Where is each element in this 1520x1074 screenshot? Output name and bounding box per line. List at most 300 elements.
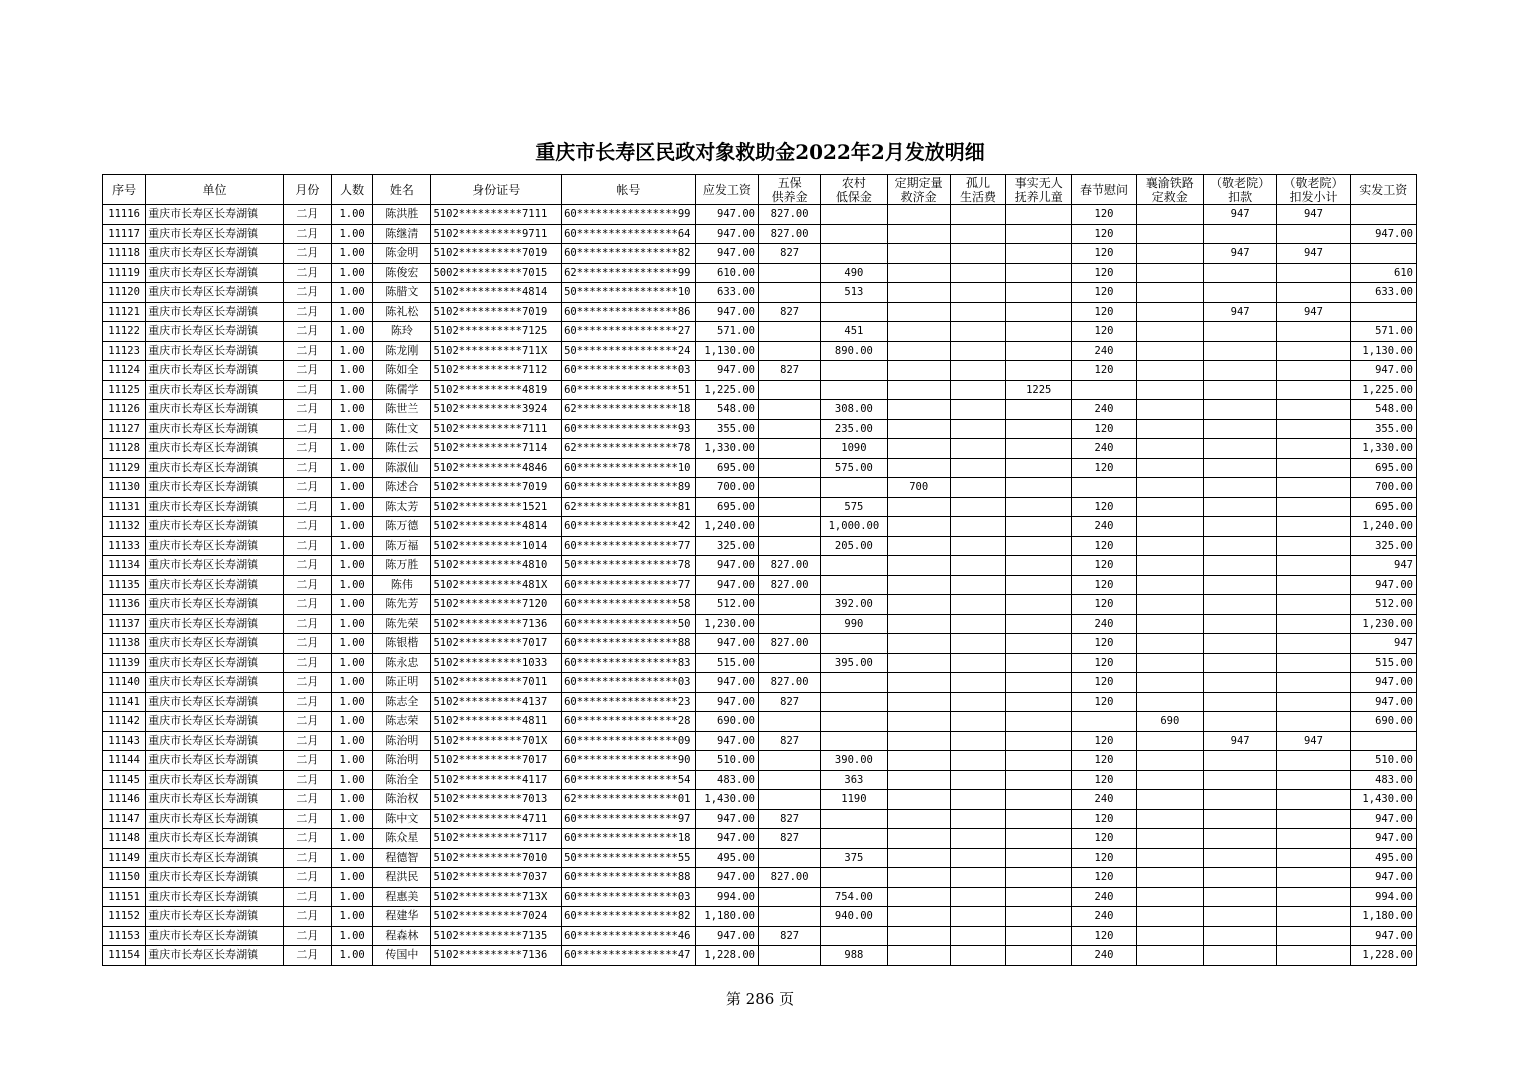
cell-orphan-living	[950, 244, 1005, 264]
cell-five-guarantee	[758, 380, 820, 400]
relief-fund-table	[102, 174, 1417, 966]
header-line: 扣发小计	[1289, 189, 1338, 204]
cell-de-facto-orphan	[1006, 361, 1072, 381]
table-row	[103, 205, 1417, 225]
cell-gross-pay: 325.00	[695, 536, 758, 556]
table-row	[103, 614, 1417, 634]
cell-account: 60****************09	[562, 731, 696, 751]
cell-xiangyu-railway	[1136, 361, 1203, 381]
cell-nursing-home-deduction	[1203, 848, 1276, 868]
cell-unit: 重庆市长寿区长寿湖镇	[146, 419, 284, 439]
cell-rural-subsidy: 754.00	[821, 887, 887, 907]
cell-nursing-home-deduction	[1203, 673, 1276, 693]
cell-name: 陈治全	[373, 770, 431, 790]
cell-seq: 11138	[103, 634, 146, 654]
cell-five-guarantee	[758, 497, 820, 517]
cell-five-guarantee	[758, 595, 820, 615]
table-row	[103, 400, 1417, 420]
cell-seq: 11135	[103, 575, 146, 595]
cell-account: 50****************78	[562, 556, 696, 576]
cell-nursing-home-subtotal	[1277, 770, 1350, 790]
cell-orphan-living	[950, 575, 1005, 595]
cell-gross-pay: 483.00	[695, 770, 758, 790]
table-row	[103, 244, 1417, 264]
cell-count: 1.00	[332, 712, 373, 732]
cell-name: 陈伟	[373, 575, 431, 595]
header-line: （敬老院）	[1283, 175, 1344, 190]
cell-net-pay: 947	[1350, 634, 1416, 654]
cell-fixed-relief	[887, 575, 950, 595]
cell-rural-subsidy	[821, 829, 887, 849]
cell-unit: 重庆市长寿区长寿湖镇	[146, 283, 284, 303]
cell-fixed-relief	[887, 634, 950, 654]
cell-fixed-relief	[887, 517, 950, 537]
table-row	[103, 497, 1417, 517]
table-row	[103, 770, 1417, 790]
cell-account: 50****************24	[562, 341, 696, 361]
cell-unit: 重庆市长寿区长寿湖镇	[146, 400, 284, 420]
cell-spring-festival: 120	[1072, 497, 1136, 517]
cell-spring-festival: 120	[1072, 731, 1136, 751]
cell-xiangyu-railway	[1136, 497, 1203, 517]
cell-fixed-relief	[887, 263, 950, 283]
table-row	[103, 478, 1417, 498]
cell-orphan-living	[950, 283, 1005, 303]
cell-xiangyu-railway	[1136, 731, 1203, 751]
cell-month: 二月	[283, 946, 331, 966]
cell-orphan-living	[950, 770, 1005, 790]
header-gross-pay	[695, 175, 758, 205]
cell-id-number: 5102**********7019	[431, 244, 562, 264]
cell-unit: 重庆市长寿区长寿湖镇	[146, 322, 284, 342]
cell-rural-subsidy: 451	[821, 322, 887, 342]
cell-rural-subsidy	[821, 244, 887, 264]
cell-gross-pay: 510.00	[695, 751, 758, 771]
cell-xiangyu-railway	[1136, 926, 1203, 946]
cell-fixed-relief	[887, 692, 950, 712]
cell-id-number: 5102**********7136	[431, 946, 562, 966]
cell-month: 二月	[283, 458, 331, 478]
cell-orphan-living	[950, 673, 1005, 693]
cell-month: 二月	[283, 205, 331, 225]
cell-rural-subsidy: 940.00	[821, 907, 887, 927]
cell-net-pay: 510.00	[1350, 751, 1416, 771]
cell-gross-pay: 355.00	[695, 419, 758, 439]
cell-spring-festival: 240	[1072, 790, 1136, 810]
cell-month: 二月	[283, 731, 331, 751]
cell-unit: 重庆市长寿区长寿湖镇	[146, 751, 284, 771]
cell-account: 60****************10	[562, 458, 696, 478]
cell-seq: 11133	[103, 536, 146, 556]
cell-id-number: 5102**********4819	[431, 380, 562, 400]
cell-net-pay: 700.00	[1350, 478, 1416, 498]
table-row	[103, 634, 1417, 654]
cell-month: 二月	[283, 361, 331, 381]
header-line: 春节慰问	[1080, 182, 1129, 197]
cell-spring-festival: 240	[1072, 614, 1136, 634]
header-line: 五保	[777, 175, 802, 190]
cell-five-guarantee: 827	[758, 809, 820, 829]
cell-seq: 11140	[103, 673, 146, 693]
cell-nursing-home-deduction	[1203, 809, 1276, 829]
cell-count: 1.00	[332, 302, 373, 322]
cell-fixed-relief	[887, 829, 950, 849]
cell-seq: 11145	[103, 770, 146, 790]
cell-fixed-relief	[887, 614, 950, 634]
cell-de-facto-orphan	[1006, 575, 1072, 595]
cell-gross-pay: 1,330.00	[695, 439, 758, 459]
cell-rural-subsidy: 890.00	[821, 341, 887, 361]
cell-spring-festival: 120	[1072, 751, 1136, 771]
cell-gross-pay: 495.00	[695, 848, 758, 868]
cell-spring-festival: 120	[1072, 361, 1136, 381]
table-row	[103, 283, 1417, 303]
cell-de-facto-orphan	[1006, 887, 1072, 907]
cell-spring-festival: 120	[1072, 770, 1136, 790]
cell-account: 60****************77	[562, 536, 696, 556]
cell-de-facto-orphan	[1006, 926, 1072, 946]
cell-rural-subsidy: 363	[821, 770, 887, 790]
cell-net-pay: 947.00	[1350, 829, 1416, 849]
cell-nursing-home-deduction	[1203, 497, 1276, 517]
cell-gross-pay: 571.00	[695, 322, 758, 342]
cell-id-number: 5102**********4137	[431, 692, 562, 712]
cell-unit: 重庆市长寿区长寿湖镇	[146, 848, 284, 868]
cell-net-pay: 994.00	[1350, 887, 1416, 907]
cell-name: 陈太芳	[373, 497, 431, 517]
cell-seq: 11147	[103, 809, 146, 829]
cell-five-guarantee	[758, 790, 820, 810]
cell-spring-festival: 120	[1072, 205, 1136, 225]
cell-rural-subsidy: 235.00	[821, 419, 887, 439]
cell-id-number: 5102**********7117	[431, 829, 562, 849]
cell-nursing-home-subtotal	[1277, 361, 1350, 381]
header-line: 扣款	[1228, 189, 1253, 204]
cell-month: 二月	[283, 653, 331, 673]
cell-nursing-home-subtotal: 947	[1277, 731, 1350, 751]
cell-nursing-home-deduction: 947	[1203, 205, 1276, 225]
cell-seq: 11130	[103, 478, 146, 498]
header-name	[373, 175, 431, 205]
cell-gross-pay: 695.00	[695, 458, 758, 478]
header-line: 定救金	[1151, 189, 1188, 204]
cell-fixed-relief	[887, 322, 950, 342]
table-row	[103, 653, 1417, 673]
cell-seq: 11127	[103, 419, 146, 439]
cell-month: 二月	[283, 439, 331, 459]
cell-net-pay: 512.00	[1350, 595, 1416, 615]
cell-fixed-relief	[887, 868, 950, 888]
cell-rural-subsidy	[821, 731, 887, 751]
cell-fixed-relief	[887, 341, 950, 361]
cell-orphan-living	[950, 692, 1005, 712]
cell-name: 陈玲	[373, 322, 431, 342]
cell-unit: 重庆市长寿区长寿湖镇	[146, 478, 284, 498]
cell-fixed-relief	[887, 244, 950, 264]
cell-fixed-relief	[887, 790, 950, 810]
cell-nursing-home-deduction	[1203, 439, 1276, 459]
cell-id-number: 5102**********711X	[431, 341, 562, 361]
cell-net-pay: 695.00	[1350, 497, 1416, 517]
cell-orphan-living	[950, 263, 1005, 283]
cell-orphan-living	[950, 419, 1005, 439]
header-line: 应发工资	[702, 182, 751, 197]
cell-net-pay: 1,330.00	[1350, 439, 1416, 459]
cell-nursing-home-deduction	[1203, 653, 1276, 673]
cell-account: 60****************64	[562, 224, 696, 244]
header-net-pay	[1350, 175, 1416, 205]
cell-id-number: 5102**********4711	[431, 809, 562, 829]
cell-de-facto-orphan	[1006, 614, 1072, 634]
cell-five-guarantee: 827	[758, 361, 820, 381]
cell-gross-pay: 548.00	[695, 400, 758, 420]
cell-unit: 重庆市长寿区长寿湖镇	[146, 653, 284, 673]
cell-nursing-home-deduction	[1203, 575, 1276, 595]
cell-rural-subsidy: 392.00	[821, 595, 887, 615]
cell-rural-subsidy: 1,000.00	[821, 517, 887, 537]
cell-unit: 重庆市长寿区长寿湖镇	[146, 595, 284, 615]
cell-unit: 重庆市长寿区长寿湖镇	[146, 673, 284, 693]
cell-nursing-home-subtotal	[1277, 497, 1350, 517]
cell-nursing-home-subtotal	[1277, 848, 1350, 868]
cell-count: 1.00	[332, 361, 373, 381]
document-title: 重庆市长寿区民政对象救助金2022年2月发放明细	[535, 140, 985, 164]
cell-fixed-relief	[887, 751, 950, 771]
header-unit	[146, 175, 284, 205]
header-line: 事实无人	[1014, 175, 1063, 190]
cell-spring-festival: 120	[1072, 302, 1136, 322]
cell-five-guarantee: 827.00	[758, 634, 820, 654]
cell-spring-festival: 120	[1072, 536, 1136, 556]
cell-de-facto-orphan	[1006, 322, 1072, 342]
cell-seq: 11146	[103, 790, 146, 810]
cell-five-guarantee	[758, 536, 820, 556]
cell-seq: 11136	[103, 595, 146, 615]
cell-id-number: 5102**********4814	[431, 517, 562, 537]
table-row	[103, 692, 1417, 712]
cell-month: 二月	[283, 224, 331, 244]
cell-id-number: 5102**********3924	[431, 400, 562, 420]
cell-fixed-relief	[887, 497, 950, 517]
cell-seq: 11126	[103, 400, 146, 420]
cell-net-pay: 1,225.00	[1350, 380, 1416, 400]
cell-five-guarantee: 827	[758, 926, 820, 946]
cell-rural-subsidy	[821, 926, 887, 946]
cell-account: 60****************90	[562, 751, 696, 771]
table-row	[103, 595, 1417, 615]
cell-nursing-home-deduction: 947	[1203, 731, 1276, 751]
table-row	[103, 868, 1417, 888]
cell-seq: 11117	[103, 224, 146, 244]
cell-count: 1.00	[332, 692, 373, 712]
cell-id-number: 5102**********1014	[431, 536, 562, 556]
cell-count: 1.00	[332, 907, 373, 927]
cell-nursing-home-subtotal	[1277, 595, 1350, 615]
cell-orphan-living	[950, 848, 1005, 868]
cell-account: 60****************89	[562, 478, 696, 498]
cell-nursing-home-deduction	[1203, 361, 1276, 381]
cell-unit: 重庆市长寿区长寿湖镇	[146, 458, 284, 478]
cell-nursing-home-subtotal	[1277, 419, 1350, 439]
cell-unit: 重庆市长寿区长寿湖镇	[146, 439, 284, 459]
cell-count: 1.00	[332, 380, 373, 400]
cell-orphan-living	[950, 478, 1005, 498]
cell-nursing-home-subtotal	[1277, 634, 1350, 654]
cell-de-facto-orphan: 1225	[1006, 380, 1072, 400]
cell-count: 1.00	[332, 205, 373, 225]
cell-de-facto-orphan	[1006, 439, 1072, 459]
cell-seq: 11129	[103, 458, 146, 478]
cell-fixed-relief	[887, 848, 950, 868]
cell-orphan-living	[950, 536, 1005, 556]
cell-rural-subsidy: 375	[821, 848, 887, 868]
cell-fixed-relief	[887, 283, 950, 303]
cell-seq: 11141	[103, 692, 146, 712]
cell-unit: 重庆市长寿区长寿湖镇	[146, 244, 284, 264]
cell-id-number: 5102**********701X	[431, 731, 562, 751]
cell-name: 陈述合	[373, 478, 431, 498]
cell-nursing-home-subtotal	[1277, 517, 1350, 537]
cell-seq: 11152	[103, 907, 146, 927]
cell-gross-pay: 1,228.00	[695, 946, 758, 966]
cell-id-number: 5102**********4846	[431, 458, 562, 478]
cell-month: 二月	[283, 283, 331, 303]
cell-five-guarantee	[758, 751, 820, 771]
cell-nursing-home-deduction	[1203, 536, 1276, 556]
cell-five-guarantee	[758, 517, 820, 537]
cell-de-facto-orphan	[1006, 263, 1072, 283]
cell-month: 二月	[283, 692, 331, 712]
cell-month: 二月	[283, 614, 331, 634]
cell-orphan-living	[950, 653, 1005, 673]
cell-month: 二月	[283, 322, 331, 342]
cell-account: 62****************78	[562, 439, 696, 459]
cell-spring-festival: 240	[1072, 517, 1136, 537]
cell-month: 二月	[283, 887, 331, 907]
table-row	[103, 809, 1417, 829]
cell-gross-pay: 633.00	[695, 283, 758, 303]
cell-de-facto-orphan	[1006, 868, 1072, 888]
cell-rural-subsidy	[821, 478, 887, 498]
cell-five-guarantee: 827	[758, 692, 820, 712]
cell-unit: 重庆市长寿区长寿湖镇	[146, 829, 284, 849]
cell-count: 1.00	[332, 731, 373, 751]
cell-name: 传国中	[373, 946, 431, 966]
cell-net-pay: 947	[1350, 556, 1416, 576]
cell-de-facto-orphan	[1006, 653, 1072, 673]
cell-seq: 11119	[103, 263, 146, 283]
cell-seq: 11116	[103, 205, 146, 225]
cell-month: 二月	[283, 556, 331, 576]
cell-rural-subsidy: 395.00	[821, 653, 887, 673]
table-row	[103, 946, 1417, 966]
cell-seq: 11120	[103, 283, 146, 303]
cell-orphan-living	[950, 614, 1005, 634]
cell-account: 60****************86	[562, 302, 696, 322]
cell-seq: 11122	[103, 322, 146, 342]
cell-name: 陈银楷	[373, 634, 431, 654]
cell-five-guarantee	[758, 946, 820, 966]
cell-count: 1.00	[332, 751, 373, 771]
cell-unit: 重庆市长寿区长寿湖镇	[146, 731, 284, 751]
cell-nursing-home-subtotal	[1277, 400, 1350, 420]
cell-id-number: 5102**********7114	[431, 439, 562, 459]
cell-net-pay: 633.00	[1350, 283, 1416, 303]
cell-unit: 重庆市长寿区长寿湖镇	[146, 302, 284, 322]
cell-account: 62****************99	[562, 263, 696, 283]
cell-month: 二月	[283, 380, 331, 400]
cell-nursing-home-deduction: 947	[1203, 302, 1276, 322]
cell-spring-festival: 240	[1072, 439, 1136, 459]
cell-month: 二月	[283, 868, 331, 888]
header-line: 襄渝铁路	[1145, 175, 1194, 190]
header-line: 供养金	[771, 189, 808, 204]
cell-xiangyu-railway	[1136, 322, 1203, 342]
cell-nursing-home-deduction	[1203, 907, 1276, 927]
cell-count: 1.00	[332, 770, 373, 790]
cell-rural-subsidy	[821, 361, 887, 381]
cell-spring-festival: 120	[1072, 458, 1136, 478]
cell-month: 二月	[283, 809, 331, 829]
cell-unit: 重庆市长寿区长寿湖镇	[146, 946, 284, 966]
cell-month: 二月	[283, 634, 331, 654]
header-xiangyu-railway	[1136, 175, 1203, 205]
cell-account: 60****************03	[562, 887, 696, 907]
cell-rural-subsidy: 513	[821, 283, 887, 303]
cell-rural-subsidy: 490	[821, 263, 887, 283]
cell-name: 陈治明	[373, 731, 431, 751]
cell-net-pay: 947.00	[1350, 926, 1416, 946]
cell-xiangyu-railway	[1136, 770, 1203, 790]
cell-id-number: 5102**********4117	[431, 770, 562, 790]
cell-xiangyu-railway	[1136, 887, 1203, 907]
cell-de-facto-orphan	[1006, 751, 1072, 771]
cell-nursing-home-subtotal	[1277, 614, 1350, 634]
cell-gross-pay: 1,180.00	[695, 907, 758, 927]
cell-nursing-home-deduction	[1203, 634, 1276, 654]
cell-id-number: 5102**********4814	[431, 283, 562, 303]
cell-fixed-relief	[887, 595, 950, 615]
cell-seq: 11131	[103, 497, 146, 517]
cell-net-pay: 947.00	[1350, 224, 1416, 244]
cell-id-number: 5102**********1033	[431, 653, 562, 673]
cell-de-facto-orphan	[1006, 731, 1072, 751]
cell-id-number: 5102**********7037	[431, 868, 562, 888]
cell-xiangyu-railway	[1136, 673, 1203, 693]
cell-net-pay: 947.00	[1350, 868, 1416, 888]
header-line: 人数	[340, 182, 365, 197]
cell-id-number: 5102**********7017	[431, 634, 562, 654]
cell-five-guarantee	[758, 848, 820, 868]
cell-nursing-home-subtotal	[1277, 536, 1350, 556]
cell-count: 1.00	[332, 224, 373, 244]
cell-xiangyu-railway: 690	[1136, 712, 1203, 732]
page-suffix: 页	[779, 990, 795, 1008]
cell-name: 陈俊宏	[373, 263, 431, 283]
cell-nursing-home-subtotal	[1277, 283, 1350, 303]
cell-rural-subsidy	[821, 575, 887, 595]
cell-orphan-living	[950, 868, 1005, 888]
cell-account: 60****************51	[562, 380, 696, 400]
cell-rural-subsidy: 575.00	[821, 458, 887, 478]
cell-rural-subsidy	[821, 868, 887, 888]
cell-name: 陈淑仙	[373, 458, 431, 478]
cell-unit: 重庆市长寿区长寿湖镇	[146, 224, 284, 244]
cell-unit: 重庆市长寿区长寿湖镇	[146, 887, 284, 907]
cell-nursing-home-deduction	[1203, 829, 1276, 849]
cell-orphan-living	[950, 790, 1005, 810]
cell-xiangyu-railway	[1136, 595, 1203, 615]
